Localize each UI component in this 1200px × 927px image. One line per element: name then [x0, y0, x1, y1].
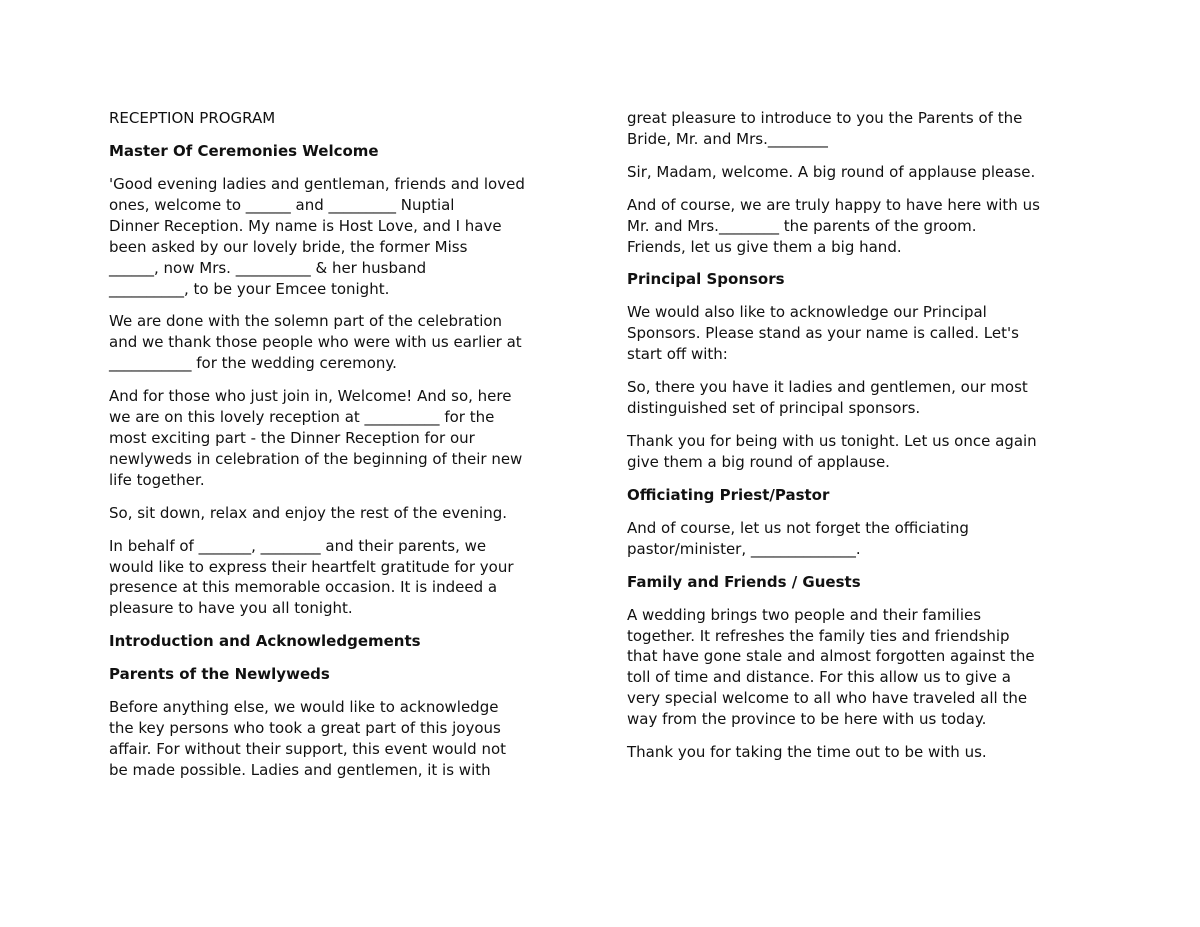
text-line: very special welcome to all who have traveled all the [627, 689, 1028, 708]
text-line: Dinner Reception. My name is Host Love, and I have [109, 216, 502, 235]
text-line: And of course, let us not forget the officiating [627, 518, 969, 537]
text-line: Before anything else, we would like to acknowledge [109, 698, 499, 717]
text-line: distinguished set of principal sponsors. [627, 399, 921, 418]
text-line: Thank you for being with us tonight. Let us once again [627, 431, 1037, 450]
text-line: We would also like to acknowledge our Principal [627, 303, 987, 322]
text-line: Friends, let us give them a big hand. [627, 237, 902, 256]
text-line: be made possible. Ladies and gentlemen, it is with [109, 760, 491, 779]
text-line: Mr. and Mrs.________ the parents of the groom. [627, 216, 977, 235]
text-line: And for those who just join in, Welcome! And so, here [109, 387, 512, 406]
paragraph-family [627, 605, 1097, 730]
text-line: So, sit down, relax and enjoy the rest of the evening. [109, 503, 507, 522]
paragraph-sponsors-intro [627, 302, 1097, 365]
text-line: ones, welcome to ______ and _________ Nuptial [109, 195, 455, 214]
paragraph-closing-thanks [627, 742, 1097, 763]
text-line: we are on this lovely reception at __________ for the [109, 408, 495, 427]
paragraph-sponsors-thanks [627, 431, 1097, 473]
text-line: pastor/minister, ______________. [627, 539, 861, 558]
text-line: that have gone stale and almost forgotten against the [627, 647, 1035, 666]
text-line: together. It refreshes the family ties and friendship [627, 626, 1010, 645]
text-line: and we thank those people who were with us earlier at [109, 333, 522, 352]
text-line: toll of time and distance. For this allow us to give a [627, 668, 1011, 687]
heading-officiating-priest: Officiating Priest/Pastor [627, 485, 830, 504]
paragraph-reception [109, 386, 579, 491]
text-line: would like to express their heartfelt gratitude for your [109, 557, 514, 576]
text-line: give them a big round of applause. [627, 452, 890, 471]
paragraph-relax [109, 503, 579, 524]
text-line: pleasure to have you all tonight. [109, 599, 353, 618]
text-line: been asked by our lovely bride, the former Miss [109, 237, 468, 256]
paragraph-applause [627, 162, 1097, 183]
text-line: __________, to be your Emcee tonight. [109, 279, 390, 298]
text-line: start off with: [627, 345, 728, 364]
paragraph-bride-parents [627, 108, 1097, 150]
text-line: way from the province to be here with us today. [627, 710, 987, 729]
text-line: So, there you have it ladies and gentlemen, our most [627, 378, 1028, 397]
text-line: the key persons who took a great part of this joyous [109, 719, 501, 738]
text-line: In behalf of _______, ________ and their parents, we [109, 536, 487, 555]
text-line: ___________ for the wedding ceremony. [109, 354, 397, 373]
paragraph-sponsors-outro [627, 377, 1097, 419]
paragraph-welcome [109, 174, 579, 299]
paragraph-acknowledge [109, 697, 579, 781]
text-line: Thank you for taking the time out to be with us. [627, 743, 987, 762]
heading-introduction: Introduction and Acknowledgements [109, 632, 421, 651]
right-column [627, 108, 1097, 775]
paragraph-groom-parents [627, 195, 1097, 258]
left-column [109, 108, 579, 793]
text-line: life together. [109, 470, 205, 489]
text-line: Sir, Madam, welcome. A big round of applause please. [627, 162, 1036, 181]
text-line: Bride, Mr. and Mrs.________ [627, 129, 828, 148]
text-line: affair. For without their support, this event would not [109, 740, 507, 759]
heading-parents: Parents of the Newlyweds [109, 665, 330, 684]
text-line: ______, now Mrs. __________ & her husband [109, 258, 427, 277]
text-line: newlyweds in celebration of the beginning of their new [109, 449, 523, 468]
heading-mc-welcome: Master Of Ceremonies Welcome [109, 142, 379, 160]
paragraph-pastor [627, 518, 1097, 560]
text-line: And of course, we are truly happy to have here with us [627, 195, 1040, 214]
text-line: A wedding brings two people and their families [627, 605, 982, 624]
text-line: presence at this memorable occasion. It is indeed a [109, 578, 498, 597]
heading-family-friends: Family and Friends / Guests [627, 572, 861, 591]
paragraph-gratitude [109, 536, 579, 620]
heading-principal-sponsors: Principal Sponsors [627, 270, 785, 289]
text-line: 'Good evening ladies and gentleman, friends and loved [109, 175, 525, 193]
text-line: We are done with the solemn part of the celebration [109, 312, 503, 331]
document-title: RECEPTION PROGRAM [109, 109, 276, 127]
text-line: most exciting part - the Dinner Reception for our [109, 428, 475, 447]
text-line: great pleasure to introduce to you the Parents of the [627, 109, 1023, 127]
text-line: Sponsors. Please stand as your name is called. Let's [627, 324, 1019, 343]
paragraph-solemn-part [109, 311, 579, 374]
